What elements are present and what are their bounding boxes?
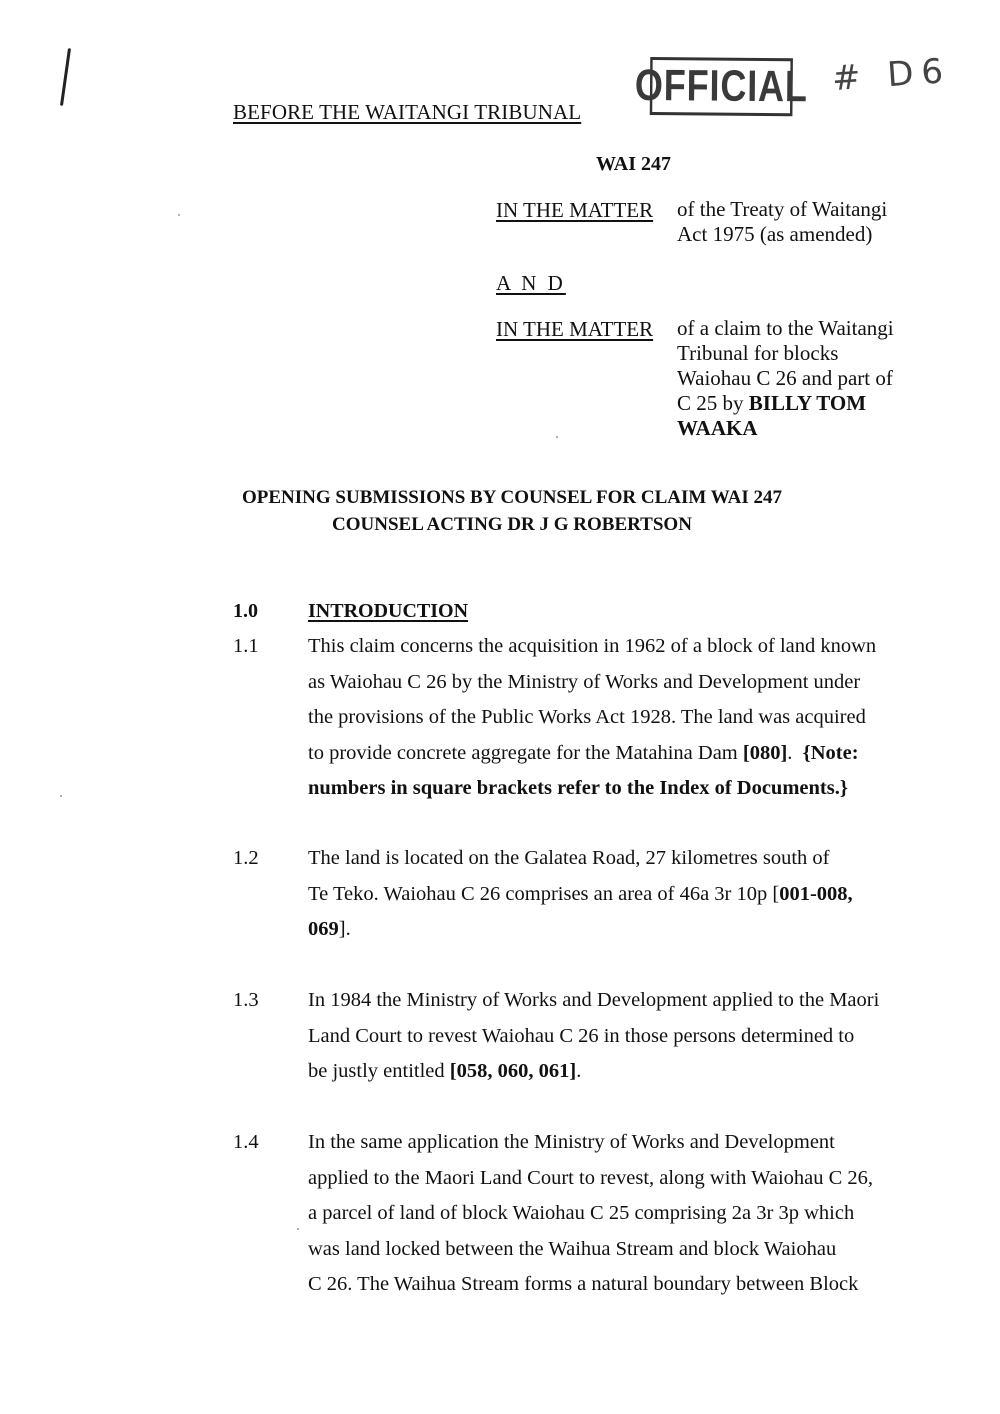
paragraph-number: 1.1 [233,635,259,657]
matter-label-2: IN THE MATTER [496,317,654,341]
handwritten-margin-mark [60,48,71,106]
title-line-1: OPENING SUBMISSIONS BY COUNSEL FOR CLAIM WAI 247 [241,487,782,508]
paragraph-line: In the same application the Ministry of Works and Development [308,1131,835,1153]
section-title: INTRODUCTION [308,600,469,622]
scan-speck [60,795,62,797]
matter-2-line-3: Waiohau C 26 and part of [677,366,893,390]
document-reference: 001-008, [779,882,853,905]
paragraph-text [308,841,958,948]
scan-speck [178,214,180,216]
paragraph-line [308,771,958,807]
paragraph-number: 1.3 [233,989,259,1011]
document-reference: [080] [742,741,788,764]
paragraph-number: 1.4 [233,1131,259,1153]
matter-text-2 [677,316,937,441]
matter-2-line-5 [677,416,937,441]
line-text: . [787,741,803,764]
paragraph-line: as Waiohau C 26 by the Ministry of Works and Development under [308,670,861,693]
paragraph-line [308,877,958,913]
paragraph-text [308,1125,958,1303]
matter-text-1 [677,197,937,247]
paragraph-line: applied to the Maori Land Court to revest, along with Waiohau C 26, [308,1166,874,1189]
line-text: ]. [338,918,351,940]
paragraph-line: a parcel of land of block Waiohau C 25 comprising 2a 3r 3p which [308,1202,855,1224]
line-text: be justly entitled [308,1060,450,1082]
official-stamp: OFFICIAL [650,57,793,116]
claimant-name-part-1: BILLY TOM [748,391,867,415]
document-reference: [058, 060, 061] [449,1060,577,1082]
case-number: WAI 247 [596,153,672,175]
matter-2-line-4 [677,391,937,416]
line-text: Te Teko. Waiohau C 26 comprises an area of 46a 3r 10p [ [308,882,780,905]
section-number: 1.0 [233,600,258,622]
note-text: {Note: [802,741,859,764]
paragraph-text [308,983,958,1090]
matter-2-line-2: Tribunal for blocks [677,341,839,365]
paragraph-line: was land locked between the Waihua Stream and block Waiohau [308,1237,837,1260]
matter-1-line-1: of the Treaty of Waitangi [677,197,888,221]
submission-title [0,484,1000,538]
title-line-2: COUNSEL ACTING DR J G ROBERTSON [332,514,692,535]
scan-speck [297,1228,299,1230]
document-reference: 069 [308,918,339,940]
paragraph-line: In 1984 the Ministry of Works and Development applied to the Maori [308,989,880,1011]
paragraph-line: C 26. The Waihua Stream forms a natural boundary between Block [308,1273,859,1295]
line-text: . [576,1060,582,1082]
line-text: to provide concrete aggregate for the Matahina Dam [308,741,743,764]
section-heading [233,600,468,623]
paragraph-line: This claim concerns the acquisition in 1962 of a block of land known [308,635,877,657]
paragraph-line [308,912,958,948]
paragraph-number: 1.2 [233,847,259,869]
matter-label-1: IN THE MATTER [496,198,654,222]
handwritten-document-reference: # D6 [830,50,953,100]
paragraph-line [308,1054,958,1090]
matter-2-line-1: of a claim to the Waitangi [677,316,894,340]
matter-2-line-4-prefix: C 25 by [677,391,749,415]
paragraph-text [308,629,958,807]
note-text: numbers in square brackets refer to the Index of Documents.} [308,777,848,799]
paragraph-line: Land Court to revest Waiohau C 26 in those persons determined to [308,1024,855,1047]
tribunal-heading: BEFORE THE WAITANGI TRIBUNAL [233,100,582,124]
scan-speck [556,436,558,438]
matter-1-line-2: Act 1975 (as amended) [677,222,873,246]
paragraph-line: The land is located on the Galatea Road, 27 kilometres south of [308,847,830,869]
paragraph-line [308,736,958,772]
paragraph-line: the provisions of the Public Works Act 1928. The land was acquired [308,706,866,728]
and-connector: A N D [496,271,566,295]
claimant-name-part-2: WAAKA [677,416,758,440]
